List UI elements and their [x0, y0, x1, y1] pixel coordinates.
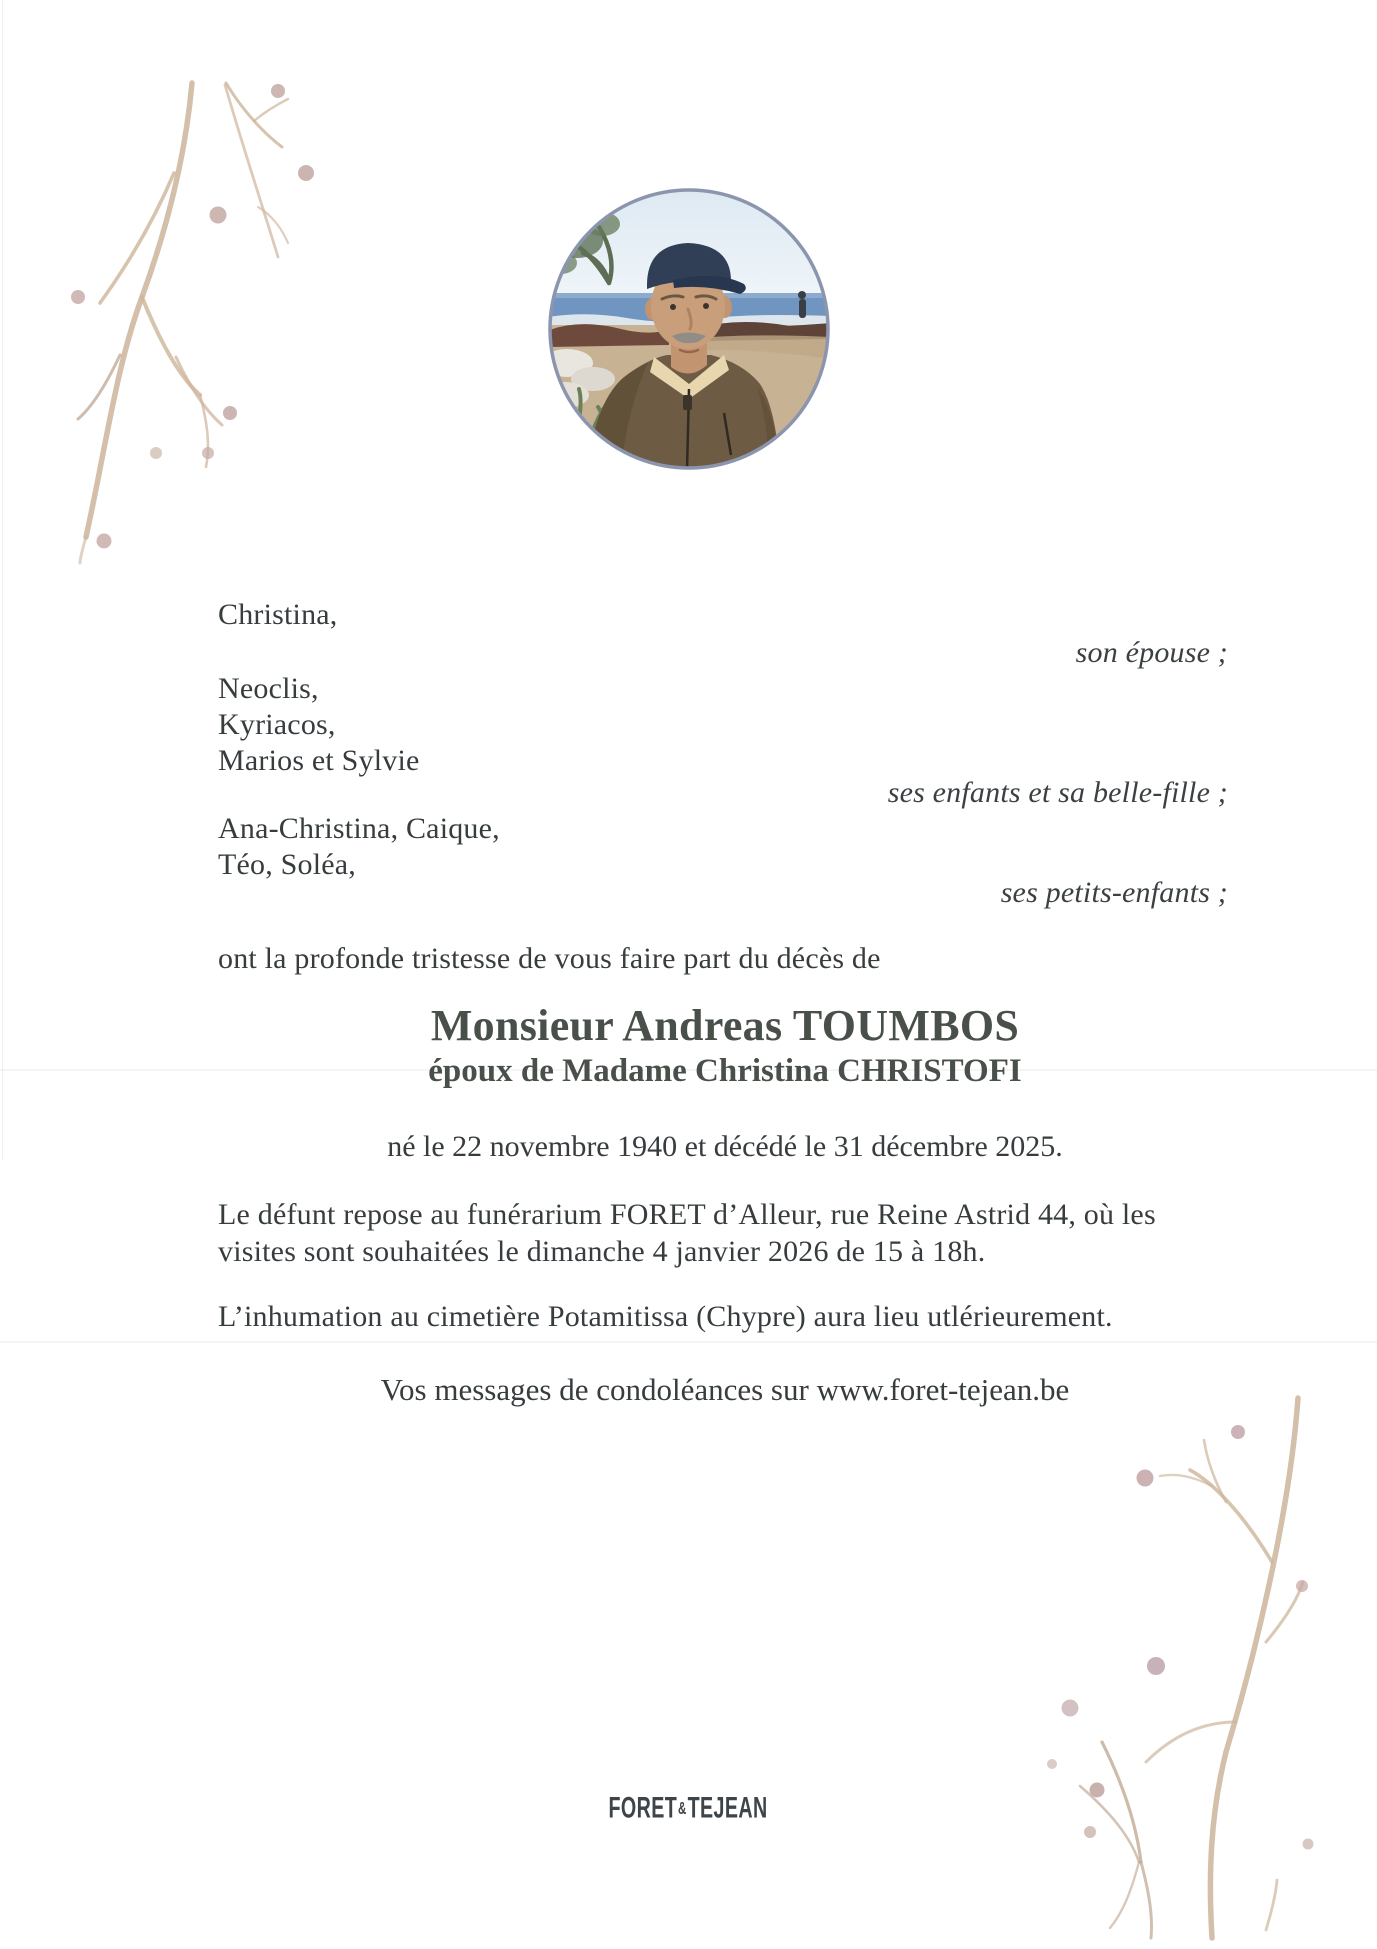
repose-info-line-2: visites sont souhaitées le dimanche 4 janvier 2026 de 15 à 18h. [218, 1235, 986, 1268]
family-name: Neoclis, [218, 672, 319, 705]
inhumation-info-line: L’inhumation au cimetière Potamitissa (Chypre) aura lieu utlérieurement. [218, 1300, 1113, 1333]
birth-death-dates-line: né le 22 novembre 1940 et décédé le 31 décembre 2025. [387, 1130, 1063, 1163]
relation-label-grandchildren: ses petits-enfants ; [1000, 876, 1228, 909]
family-name: Marios et Sylvie [218, 744, 420, 777]
logo-text-foret: FORET [608, 1791, 678, 1825]
logo-text-tejean: TEJEAN [687, 1791, 769, 1825]
relation-label-spouse: son épouse ; [1075, 636, 1228, 669]
scan-artifact-line [0, 1341, 1377, 1343]
spouse-of-line: époux de Madame Christina CHRISTOFI [428, 1053, 1022, 1089]
family-name: Téo, Soléa, [218, 848, 356, 881]
branch-decoration-bottom-right-icon [1040, 1390, 1377, 1949]
condolences-website-line: Vos messages de condoléances sur www.foret-tejean.be [380, 1372, 1070, 1407]
branch-decoration-top-left-icon [20, 55, 340, 565]
announcement-intro: ont la profonde tristesse de vous faire part du décès de [218, 942, 881, 975]
logo-ampersand: & [678, 1798, 688, 1818]
scan-edge-line [2, 0, 3, 1160]
relation-label-children: ses enfants et sa belle-fille ; [887, 776, 1228, 809]
funeral-home-logo [0, 1791, 1377, 1825]
family-name: Kyriacos, [218, 708, 336, 741]
family-name: Christina, [218, 598, 338, 631]
portrait-photo [547, 187, 831, 471]
family-name: Ana-Christina, Caique, [218, 812, 500, 845]
repose-info-line-1: Le défunt repose au funérarium FORET d’Alleur, rue Reine Astrid 44, où les [218, 1198, 1156, 1231]
deceased-name-title: Monsieur Andreas TOUMBOS [430, 1001, 1020, 1050]
